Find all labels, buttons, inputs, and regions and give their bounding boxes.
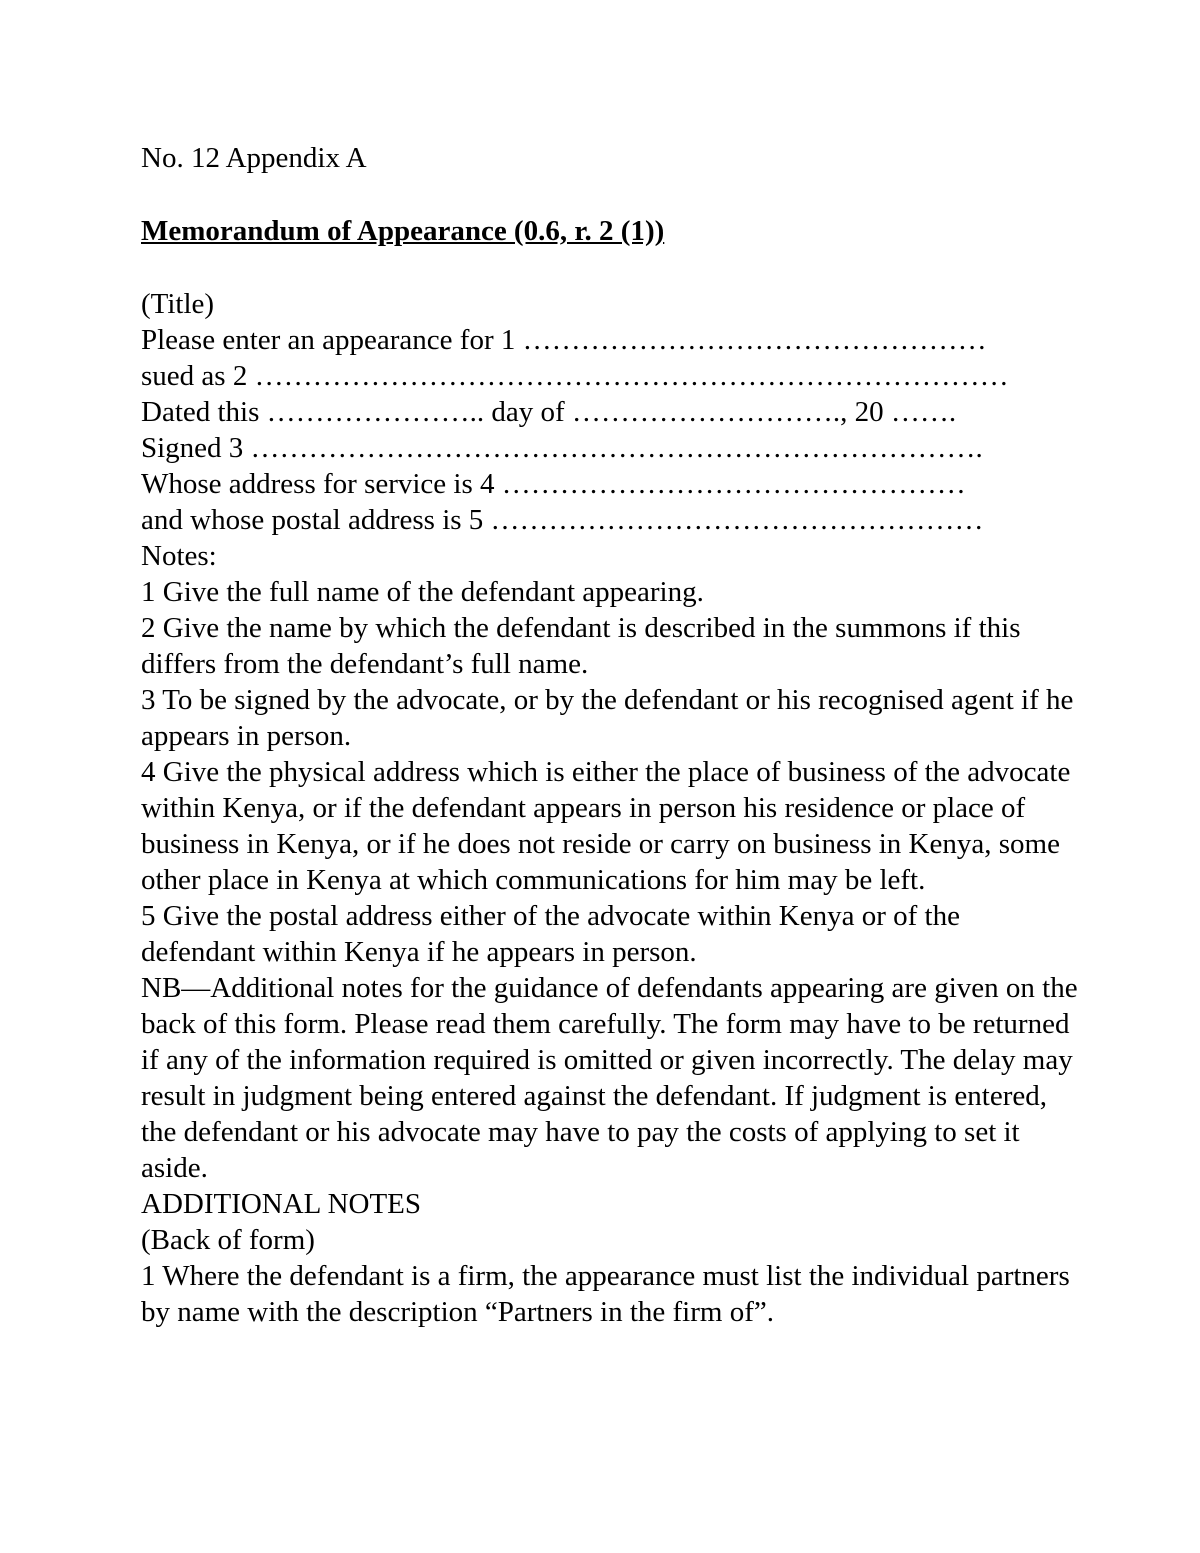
form-line-sued-as: sued as 2 …………………………………………………………………… — [141, 360, 1009, 392]
form-line-dated: Dated this ………………….. day of ………………………., 20 ……. — [141, 396, 957, 428]
additional-notes-label: ADDITIONAL NOTES — [141, 1188, 422, 1220]
document-number-heading: No. 12 Appendix A — [141, 142, 367, 174]
nb-paragraph: NB—Additional notes for the guidance of defendants appearing are given on the back of this form. Please read them carefully. The form may have to be returned if any of the information required is omitted or given incorrectly. The delay may result in judgment being entered against the defendant. If judgment is entered, the defendant or his advocate may have to pay the costs of applying to set it aside. — [141, 972, 1078, 1184]
form-line-signed: Signed 3 …………………………………………………………………. — [141, 432, 983, 464]
form-line-postal-address: and whose postal address is 5 …………………………………………… — [141, 504, 984, 536]
notes-label: Notes: — [141, 540, 217, 572]
note-item: 3 To be signed by the advocate, or by the defendant or his recognised agent if he appears in person. — [141, 684, 1074, 752]
memorandum-title: Memorandum of Appearance (0.6, r. 2 (1)) — [141, 215, 665, 247]
note-item: 1 Give the full name of the defendant appearing. — [141, 576, 704, 608]
document-page — [141, 140, 1081, 1330]
back-of-form-label: (Back of form) — [141, 1224, 315, 1256]
form-line-appearance-for: Please enter an appearance for 1 ………………………………………… — [141, 324, 987, 356]
note-item: 5 Give the postal address either of the advocate within Kenya or of the defendant within Kenya if he appears in person. — [141, 900, 960, 968]
form-line-service-address: Whose address for service is 4 ………………………………………… — [141, 468, 966, 500]
additional-note-item: 1 Where the defendant is a firm, the appearance must list the individual partners by name with the description “Partners in the firm of”. — [141, 1260, 1070, 1328]
note-item: 2 Give the name by which the defendant is described in the summons if this differs from the defendant’s full name. — [141, 612, 1021, 680]
title-placeholder: (Title) — [141, 288, 215, 320]
note-item: 4 Give the physical address which is either the place of business of the advocate within Kenya, or if the defendant appears in person his residence or place of business in Kenya, or if he does not reside or carry on business in Kenya, some other place in Kenya at which communications for him may be left. — [141, 756, 1071, 896]
